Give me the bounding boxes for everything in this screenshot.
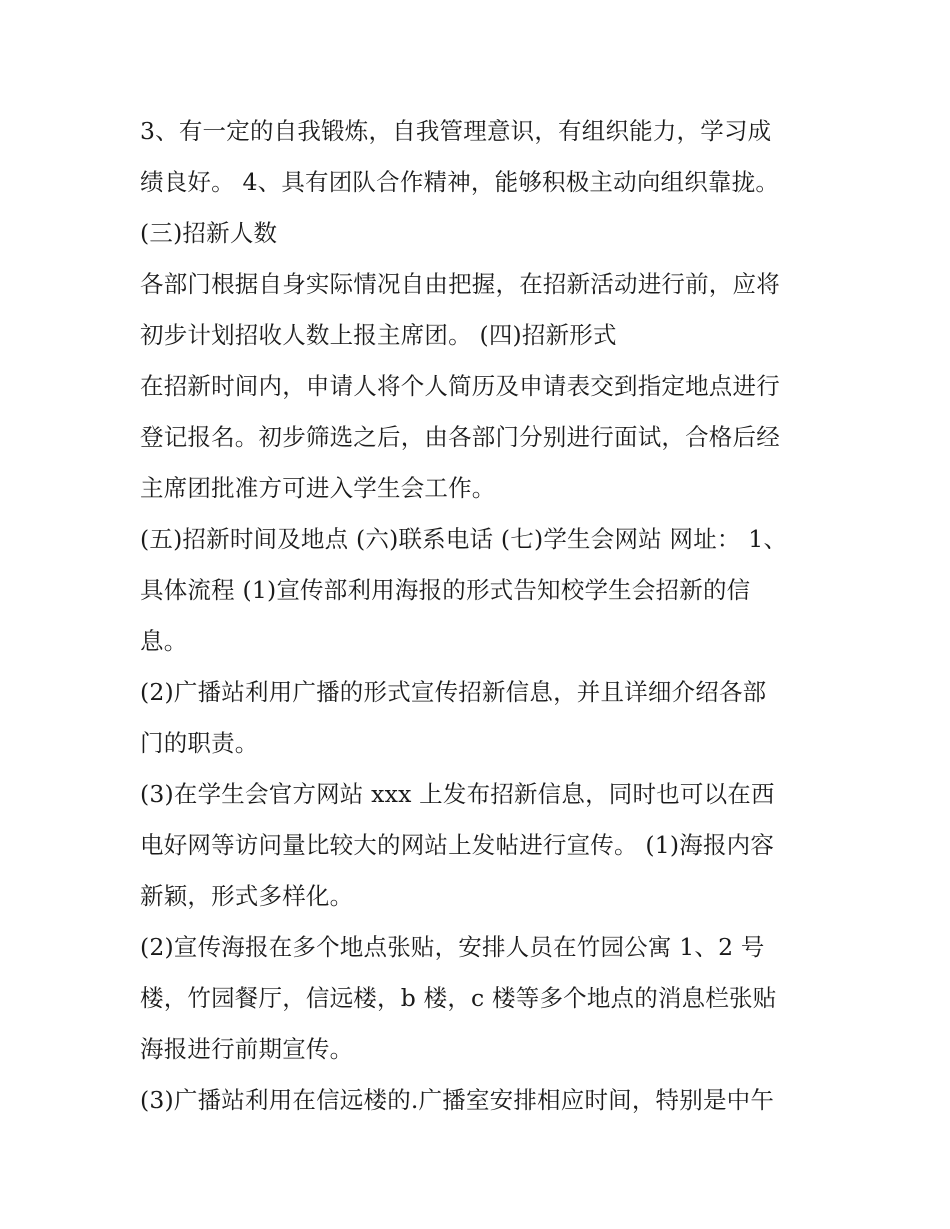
- text-line: (2)宣传海报在多个地点张贴，安排人员在竹园公寓 1、2 号: [140, 933, 765, 961]
- text-line: 各部门根据自身实际情况自由把握，在招新活动进行前，应将: [140, 270, 780, 298]
- document-body: [140, 106, 820, 1126]
- text-line: 楼，竹园餐厅，信远楼，b 楼，c 楼等多个地点的消息栏张贴: [140, 984, 777, 1012]
- text-line: 绩良好。 4、具有团队合作精神，能够积极主动向组织靠拢。: [140, 168, 780, 196]
- text-line: 门的职责。: [140, 729, 259, 757]
- text-line: (2)广播站利用广播的形式宣传招新信息，并且详细介绍各部: [140, 678, 767, 706]
- section-heading: (三)招新人数: [140, 219, 278, 247]
- text-line: 在招新时间内，申请人将个人简历及申请表交到指定地点进行: [140, 372, 780, 400]
- text-line: 息。: [140, 627, 188, 655]
- text-line: 3、有一定的自我锻炼，自我管理意识，有组织能力，学习成: [140, 117, 772, 145]
- text-line: (五)招新时间及地点 (六)联系电话 (七)学生会网站 网址： 1、: [140, 525, 788, 553]
- text-line: 初步计划招收人数上报主席团。 (四)招新形式: [140, 321, 617, 349]
- text-line: 电好网等访问量比较大的网站上发帖进行宣传。 (1)海报内容: [140, 831, 775, 859]
- text-line: 具体流程 (1)宣传部利用海报的形式告知校学生会招新的信: [140, 576, 751, 604]
- text-line: (3)广播站利用在信远楼的.广播室安排相应时间，特别是中午: [140, 1086, 775, 1114]
- text-line: 登记报名。初步筛选之后，由各部门分别进行面试，合格后经: [140, 423, 780, 451]
- text-line: 海报进行前期宣传。: [140, 1035, 354, 1063]
- text-line: 主席团批准方可进入学生会工作。: [140, 474, 496, 502]
- text-line: (3)在学生会官方网站 xxx 上发布招新信息，同时也可以在西: [140, 780, 775, 808]
- text-line: 新颖，形式多样化。: [140, 882, 354, 910]
